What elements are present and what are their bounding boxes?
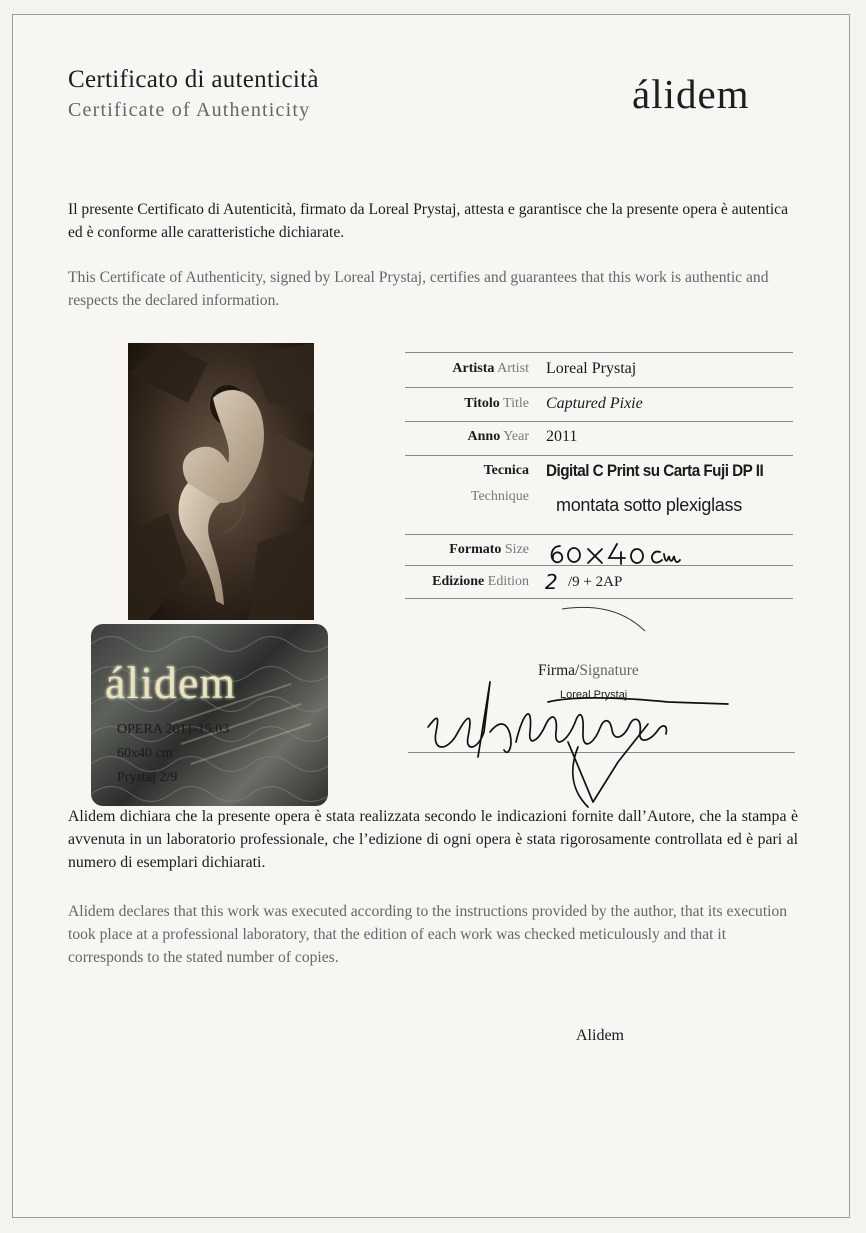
title-italian: Certificato di autenticità xyxy=(68,66,319,93)
technique-label-it: Tecnica xyxy=(483,463,529,478)
handwritten-signature xyxy=(418,672,738,822)
alidem-logo: álidem xyxy=(632,71,750,117)
year-label: Anno Year xyxy=(467,429,529,444)
authenticity-hologram xyxy=(91,624,328,806)
hologram-logo: álidem xyxy=(105,657,237,708)
signature-printed-name: Loreal Prystaj xyxy=(560,689,628,701)
declaration-text-italian: Alidem dichiara che la presente opera è stata realizzata secondo le indicazioni fornite dall’Autore, che la stampa è avvenuta in un laboratorio professionale, che l’edizione di ogni opera è stata rigorosamente controllata ed è pari al numero di esemplari dichiarati. xyxy=(68,808,798,871)
signature-label: Firma/Signature xyxy=(538,662,639,679)
declaration-text-english: Alidem declares that this work was executed according to the instructions provided by the author, that its execution took place at a professional laboratory, that the edition of each work was checked meticulously and that it corresponds to the stated number of copies. xyxy=(68,903,788,966)
table-rule xyxy=(405,421,793,422)
table-rule xyxy=(405,352,793,353)
artist-label: Artista Artist xyxy=(452,361,529,376)
title-english: Certificate of Authenticity xyxy=(68,99,311,121)
technique-value-line-1: Digital C Print su Carta Fuji DP II xyxy=(546,461,764,480)
edition-label: Edizione Edition xyxy=(432,574,529,589)
pen-stroke xyxy=(560,603,660,638)
table-rule xyxy=(405,455,793,456)
hologram-line-3: Prystaj 2/9 xyxy=(117,770,178,785)
table-rule xyxy=(405,598,793,599)
artwork-photo xyxy=(128,343,314,620)
size-label: Formato Size xyxy=(449,542,529,557)
technique-value-line-2: montata sotto plexiglass xyxy=(556,495,742,515)
table-rule xyxy=(405,565,793,566)
size-value xyxy=(546,536,686,566)
alidem-signatory: Alidem xyxy=(576,1027,624,1044)
artwork-image xyxy=(128,343,314,620)
title-label: Titolo Title xyxy=(464,396,529,411)
edition-number xyxy=(545,570,558,594)
size-handwriting xyxy=(546,536,686,566)
artist-value: Loreal Prystaj xyxy=(546,360,637,377)
table-rule xyxy=(405,387,793,388)
table-rule xyxy=(405,534,793,535)
technique-label-en: Technique xyxy=(470,489,529,504)
intro-text-english: This Certificate of Authenticity, signed by Loreal Prystaj, certifies and guarantees that this work is authentic and respects the declared information. xyxy=(68,269,769,309)
hologram-line-2: 60x40 cm xyxy=(117,746,173,761)
intro-text-italian: Il presente Certificato di Autenticità, firmato da Loreal Prystaj, attesta e garantisce che la presente opera è autentica ed è conforme alle caratteristiche dichiarate. xyxy=(68,201,789,241)
title-value: Captured Pixie xyxy=(546,395,643,412)
edition-value: /9 + 2AP xyxy=(568,574,623,590)
hologram-line-1: OPERA 2011-15.03 xyxy=(117,722,230,737)
edition-handwritten: 2 xyxy=(545,570,558,594)
year-value: 2011 xyxy=(546,428,578,445)
